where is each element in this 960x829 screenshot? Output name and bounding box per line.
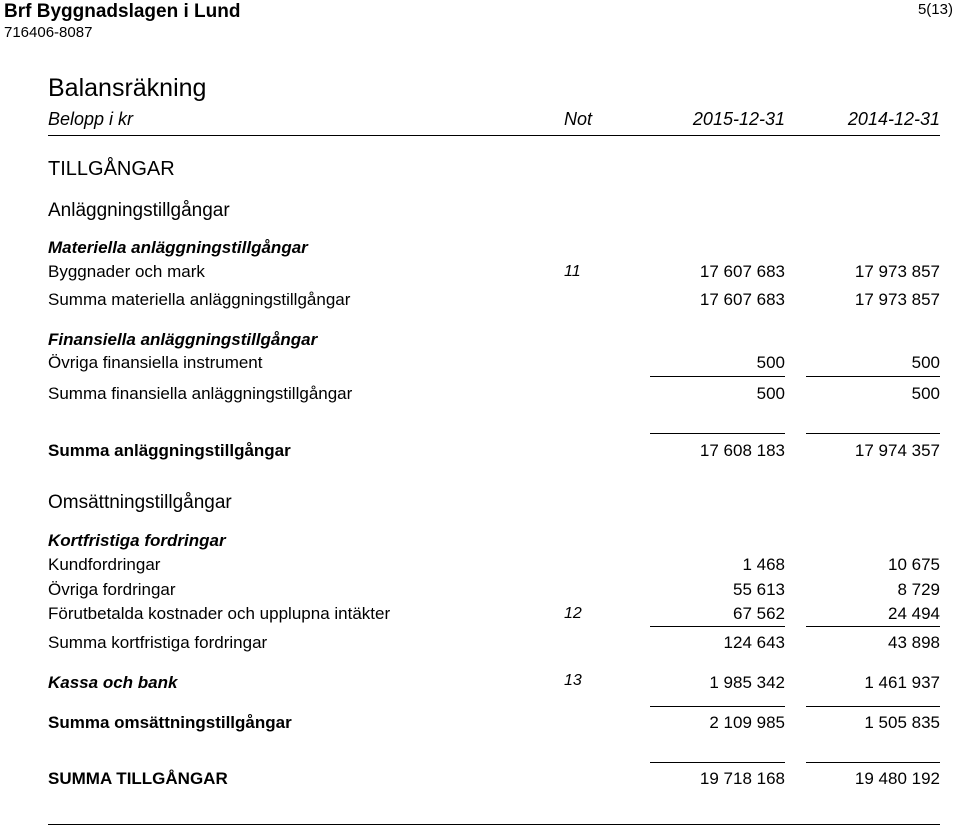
row-label-summa-kortfristiga: Summa kortfristiga fordringar xyxy=(48,633,268,652)
row-label-byggnader: Byggnader och mark xyxy=(48,262,205,281)
underline-2014 xyxy=(806,706,940,707)
row-value-forutbetalda-2014: 24 494 xyxy=(888,604,940,623)
row-value-summa-anlaggning-2015: 17 608 183 xyxy=(699,441,785,460)
page-number: 5(13) xyxy=(917,1,953,18)
column-header-note: Not xyxy=(564,109,593,129)
row-label-summa-finansiella: Summa finansiella anläggningstillgångar xyxy=(48,384,353,403)
section-title-anlaggning: Anläggningstillgångar xyxy=(48,200,230,221)
column-header-label: Belopp i kr xyxy=(48,109,134,129)
row-value-kundfordringar-2014: 10 675 xyxy=(888,555,940,574)
row-label-summa-anlaggning: Summa anläggningstillgångar xyxy=(48,441,291,460)
underline-2015 xyxy=(650,706,785,707)
row-value-summa-materiella-2014: 17 973 857 xyxy=(854,290,940,309)
row-value-kundfordringar-2015: 1 468 xyxy=(742,555,785,574)
row-value-summa-omsattning-2015: 2 109 985 xyxy=(709,713,785,732)
underline-2015 xyxy=(650,433,785,434)
row-label-kundfordringar: Kundfordringar xyxy=(48,555,161,574)
underline-2014 xyxy=(806,762,940,763)
row-value-summa-kortfristiga-2015: 124 643 xyxy=(723,633,785,652)
row-value-summa-anlaggning-2014: 17 974 357 xyxy=(854,441,940,460)
row-label-kassa: Kassa och bank xyxy=(48,673,178,692)
row-value-ovriga-finansiella-2014: 500 xyxy=(911,353,940,372)
row-value-byggnader-2015: 17 607 683 xyxy=(699,262,785,281)
underline-2015 xyxy=(650,626,785,627)
underline-2015 xyxy=(650,762,785,763)
row-value-ovriga-fordringar-2015: 55 613 xyxy=(733,580,785,599)
underline-2014 xyxy=(806,626,940,627)
page-title: Balansräkning xyxy=(48,74,207,102)
underline-2015 xyxy=(650,376,785,377)
column-header-year1: 2015-12-31 xyxy=(692,109,785,129)
footer-divider xyxy=(48,824,940,825)
row-note-byggnader: 11 xyxy=(564,263,581,280)
organization-name: Brf Byggnadslagen i Lund xyxy=(4,1,241,22)
column-header-year2: 2014-12-31 xyxy=(847,109,940,129)
section-title-omsattning: Omsättningstillgångar xyxy=(48,492,232,513)
row-label-summa-tillgangar: SUMMA TILLGÅNGAR xyxy=(48,769,228,788)
underline-2014 xyxy=(806,433,940,434)
group-heading-materiella: Materiella anläggningstillgångar xyxy=(48,238,308,257)
row-label-summa-omsattning: Summa omsättningstillgångar xyxy=(48,713,292,732)
row-value-summa-kortfristiga-2014: 43 898 xyxy=(888,633,940,652)
row-value-summa-tillgangar-2015: 19 718 168 xyxy=(699,769,785,788)
row-value-ovriga-fordringar-2014: 8 729 xyxy=(897,580,940,599)
row-value-summa-omsattning-2014: 1 505 835 xyxy=(864,713,940,732)
row-label-ovriga-finansiella: Övriga finansiella instrument xyxy=(48,353,263,372)
row-value-kassa-2015: 1 985 342 xyxy=(709,673,785,692)
row-label-forutbetalda: Förutbetalda kostnader och upplupna intäkter xyxy=(48,604,391,623)
group-heading-kortfristiga: Kortfristiga fordringar xyxy=(48,531,226,550)
row-value-ovriga-finansiella-2015: 500 xyxy=(756,353,785,372)
group-heading-finansiella: Finansiella anläggningstillgångar xyxy=(48,330,318,349)
row-value-kassa-2014: 1 461 937 xyxy=(864,673,940,692)
row-value-summa-finansiella-2014: 500 xyxy=(911,384,940,403)
row-value-summa-materiella-2015: 17 607 683 xyxy=(699,290,785,309)
row-value-forutbetalda-2015: 67 562 xyxy=(733,604,785,623)
row-label-ovriga-fordringar: Övriga fordringar xyxy=(48,580,176,599)
row-note-kassa: 13 xyxy=(564,672,582,689)
row-value-summa-finansiella-2015: 500 xyxy=(756,384,785,403)
row-note-forutbetalda: 12 xyxy=(564,605,582,622)
row-value-byggnader-2014: 17 973 857 xyxy=(854,262,940,281)
underline-2014 xyxy=(806,376,940,377)
section-title-tillgangar: TILLGÅNGAR xyxy=(48,158,175,180)
header-divider xyxy=(48,135,940,136)
row-label-summa-materiella: Summa materiella anläggningstillgångar xyxy=(48,290,351,309)
row-value-summa-tillgangar-2014: 19 480 192 xyxy=(854,769,940,788)
organization-number: 716406-8087 xyxy=(4,24,93,41)
